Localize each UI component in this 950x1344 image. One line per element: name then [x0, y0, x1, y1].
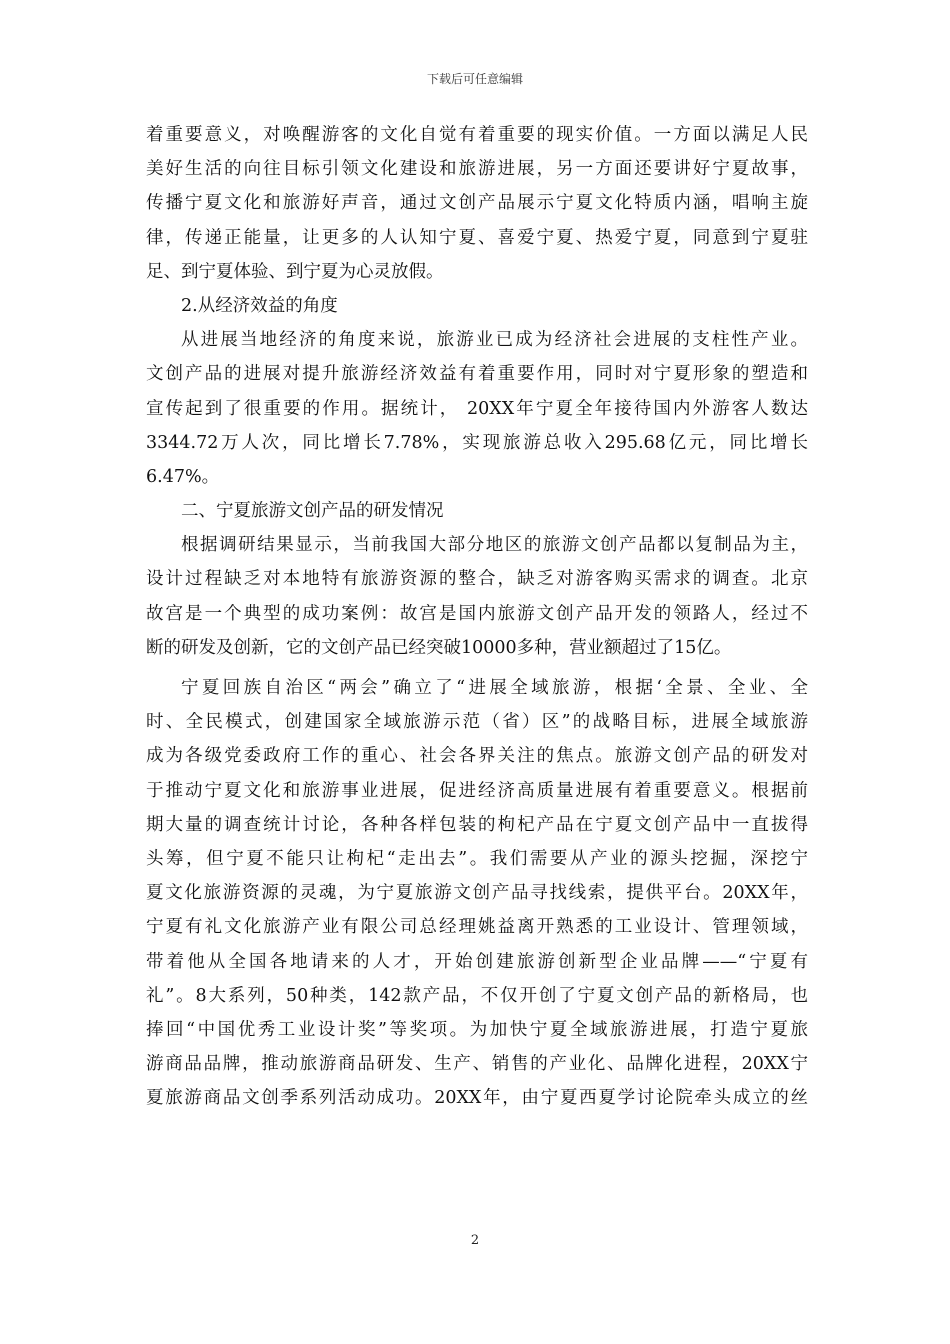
text-line: 夏文化旅游资源的灵魂，为宁夏旅游文创产品寻找线索，提供平台。20XX年， — [146, 883, 808, 904]
text-line: 礼”。8大系列，50种类，142款产品，不仅开创了宁夏文创产品的新格局，也 — [146, 985, 808, 1006]
text-line: 捧回“中国优秀工业设计奖”等奖项。为加快宁夏全域旅游进展，打造宁夏旅 — [146, 1019, 808, 1040]
text-line: 头筹，但宁夏不能只让枸杞“走出去”。我们需要从产业的源头挖掘，深挖宁 — [146, 848, 808, 869]
text-line: 从进展当地经济的角度来说，旅游业已成为经济社会进展的支柱性产业。 — [181, 330, 808, 351]
document-body — [146, 118, 808, 1115]
text-line: 于推动宁夏文化和旅游事业进展，促进经济高质量进展有着重要意义。根据前 — [146, 780, 808, 801]
text-line: 传播宁夏文化和旅游好声音，通过文创产品展示宁夏文化特质内涵，唱响主旋 — [146, 193, 808, 214]
page-header: 下载后可任意编辑 — [426, 72, 523, 86]
page-number: 2 — [470, 1233, 480, 1248]
text-line: 美好生活的向往目标引领文化建设和旅游进展，另一方面还要讲好宁夏故事， — [146, 159, 808, 180]
text-line: 断的研发及创新，它的文创产品已经突破10000多种，营业额超过了15亿。 — [146, 637, 732, 658]
text-line: 3344.72万人次，同比增长7.78%，实现旅游总收入295.68亿元，同比增长 — [146, 432, 808, 453]
text-line: 宣传起到了很重要的作用。据统计， 20XX年宁夏全年接待国内外游客人数达 — [146, 398, 808, 419]
text-line: 时、全民模式，创建国家全域旅游示范（省）区”的战略目标，进展全域旅游 — [146, 712, 808, 733]
text-line: 文创产品的进展对提升旅游经济效益有着重要作用，同时对宁夏形象的塑造和 — [146, 364, 808, 385]
text-line: 2.从经济效益的角度 — [181, 295, 338, 316]
text-line: 6.47%。 — [146, 466, 220, 487]
text-line: 设计过程缺乏对本地特有旅游资源的整合，缺乏对游客购买需求的调查。北京 — [146, 569, 808, 590]
text-line: 律，传递正能量，让更多的人认知宁夏、喜爱宁夏、热爱宁夏，同意到宁夏驻 — [146, 227, 808, 248]
text-line: 带着他从全国各地请来的人才，开始创建旅游创新型企业品牌——“宁夏有 — [146, 951, 808, 972]
text-line: 着重要意义，对唤醒游客的文化自觉有着重要的现实价值。一方面以满足人民 — [146, 125, 808, 145]
text-line: 宁夏有礼文化旅游产业有限公司总经理姚益离开熟悉的工业设计、管理领域， — [146, 917, 808, 938]
text-line: 游商品品牌，推动旅游商品研发、生产、销售的产业化、品牌化进程，20XX宁 — [146, 1054, 808, 1075]
text-line: 期大量的调查统计讨论，各种各样包装的枸杞产品在宁夏文创产品中一直拔得 — [146, 814, 808, 835]
text-line: 夏旅游商品文创季系列活动成功。20XX年，由宁夏西夏学讨论院牵头成立的丝 — [146, 1088, 808, 1109]
text-line: 足、到宁夏体验、到宁夏为心灵放假。 — [146, 261, 444, 282]
text-line: 二、宁夏旅游文创产品的研发情况 — [181, 501, 444, 522]
text-line: 根据调研结果显示，当前我国大部分地区的旅游文创产品都以复制品为主， — [181, 535, 808, 556]
text-line: 故宫是一个典型的成功案例：故宫是国内旅游文创产品开发的领路人，经过不 — [146, 603, 808, 624]
text-line: 宁夏回族自治区“两会”确立了“进展全域旅游，根据‘全景、全业、全 — [181, 678, 808, 698]
text-line: 成为各级党委政府工作的重心、社会各界关注的焦点。旅游文创产品的研发对 — [146, 746, 808, 767]
